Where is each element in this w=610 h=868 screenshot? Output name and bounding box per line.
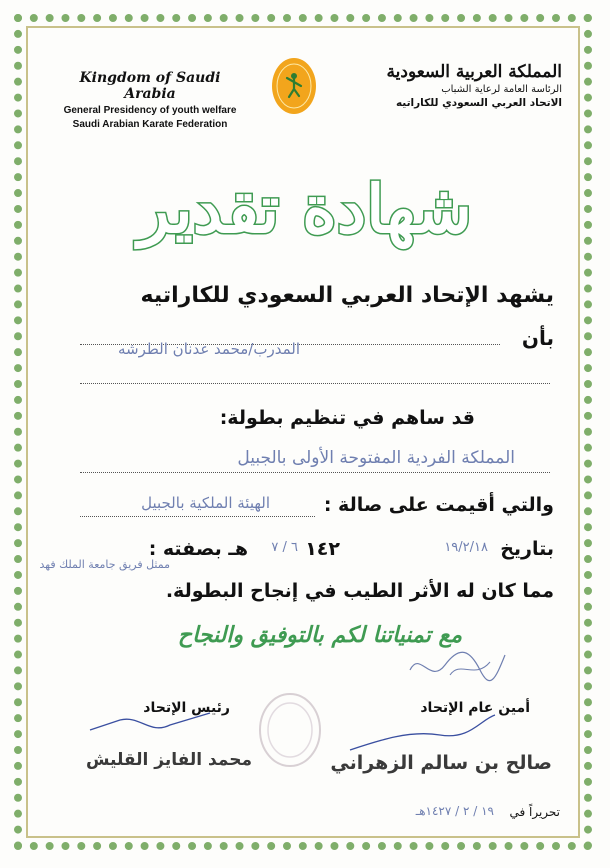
kingdom-en: Kingdom of Saudi Arabia (79, 70, 221, 102)
venue-handwritten: الهيئة الملكية بالجبيل (141, 494, 270, 512)
president-title: رئيس الإتحاد (143, 700, 230, 716)
year-handwritten: ٦ / ٧ (271, 540, 298, 555)
capacity-label: هـ بصفته : (148, 538, 248, 560)
federation-en: Saudi Arabian Karate Federation (72, 119, 228, 130)
signature-scribble-icon (400, 640, 510, 690)
secretary-title: أمين عام الإتحاد (420, 700, 530, 716)
date-label: بتاريخ (500, 538, 554, 560)
contributed-line: قد ساهم في تنظيم بطولة: (219, 407, 475, 429)
official-stamp-icon (255, 690, 325, 770)
capacity-handwritten: ممثل فريق جامعة الملك فهد (39, 558, 170, 571)
secretary-name: صالح بن سالم الزهراني (330, 752, 552, 774)
venue-label: والتي أقيمت على صالة : (323, 494, 554, 516)
kingdom-ar: المملكة العربية السعودية (386, 62, 562, 82)
president-name: محمد الفايز القليش (86, 750, 252, 770)
written-label: تحريراً في (509, 805, 560, 819)
recipient-handwritten: المدرب/محمد عدنان الطرشه (117, 340, 300, 358)
english-header (60, 70, 240, 130)
blank-dotted-line (80, 383, 550, 384)
championship-dotted-line (80, 472, 550, 473)
championship-handwritten: المملكة الفردية المفتوحة الأولى بالجبيل (237, 448, 515, 468)
federation-ar: الاتحاد العربي السعودي للكاراتيه (395, 97, 562, 109)
federation-logo-icon (264, 56, 324, 116)
that-label: بأن (521, 326, 554, 350)
presidency-en: General Presidency of youth welfare (63, 105, 237, 116)
written-date: ١٩ / ٢ / ١٤٢٧هـ (415, 804, 494, 818)
wishes-line: مع تمنياتنا لكم بالتوفيق والنجاح (177, 622, 463, 648)
president-signature-icon (80, 705, 220, 745)
presidency-ar: الرئاسة العامة لرعاية الشباب (441, 84, 562, 95)
title-text: شهادة تقدير (138, 170, 472, 248)
certificate-title (130, 160, 480, 260)
venue-dotted-line (80, 516, 315, 517)
date-handwritten: ١٩/٢/١٨ (444, 540, 488, 555)
testifies-line: يشهد الإتحاد العربي السعودي للكاراتيه (140, 283, 554, 308)
impact-line: مما كان له الأثر الطيب في إنجاح البطولة. (165, 580, 554, 602)
year-printed: ١٤٢ (305, 538, 340, 560)
arabic-header (362, 62, 562, 109)
